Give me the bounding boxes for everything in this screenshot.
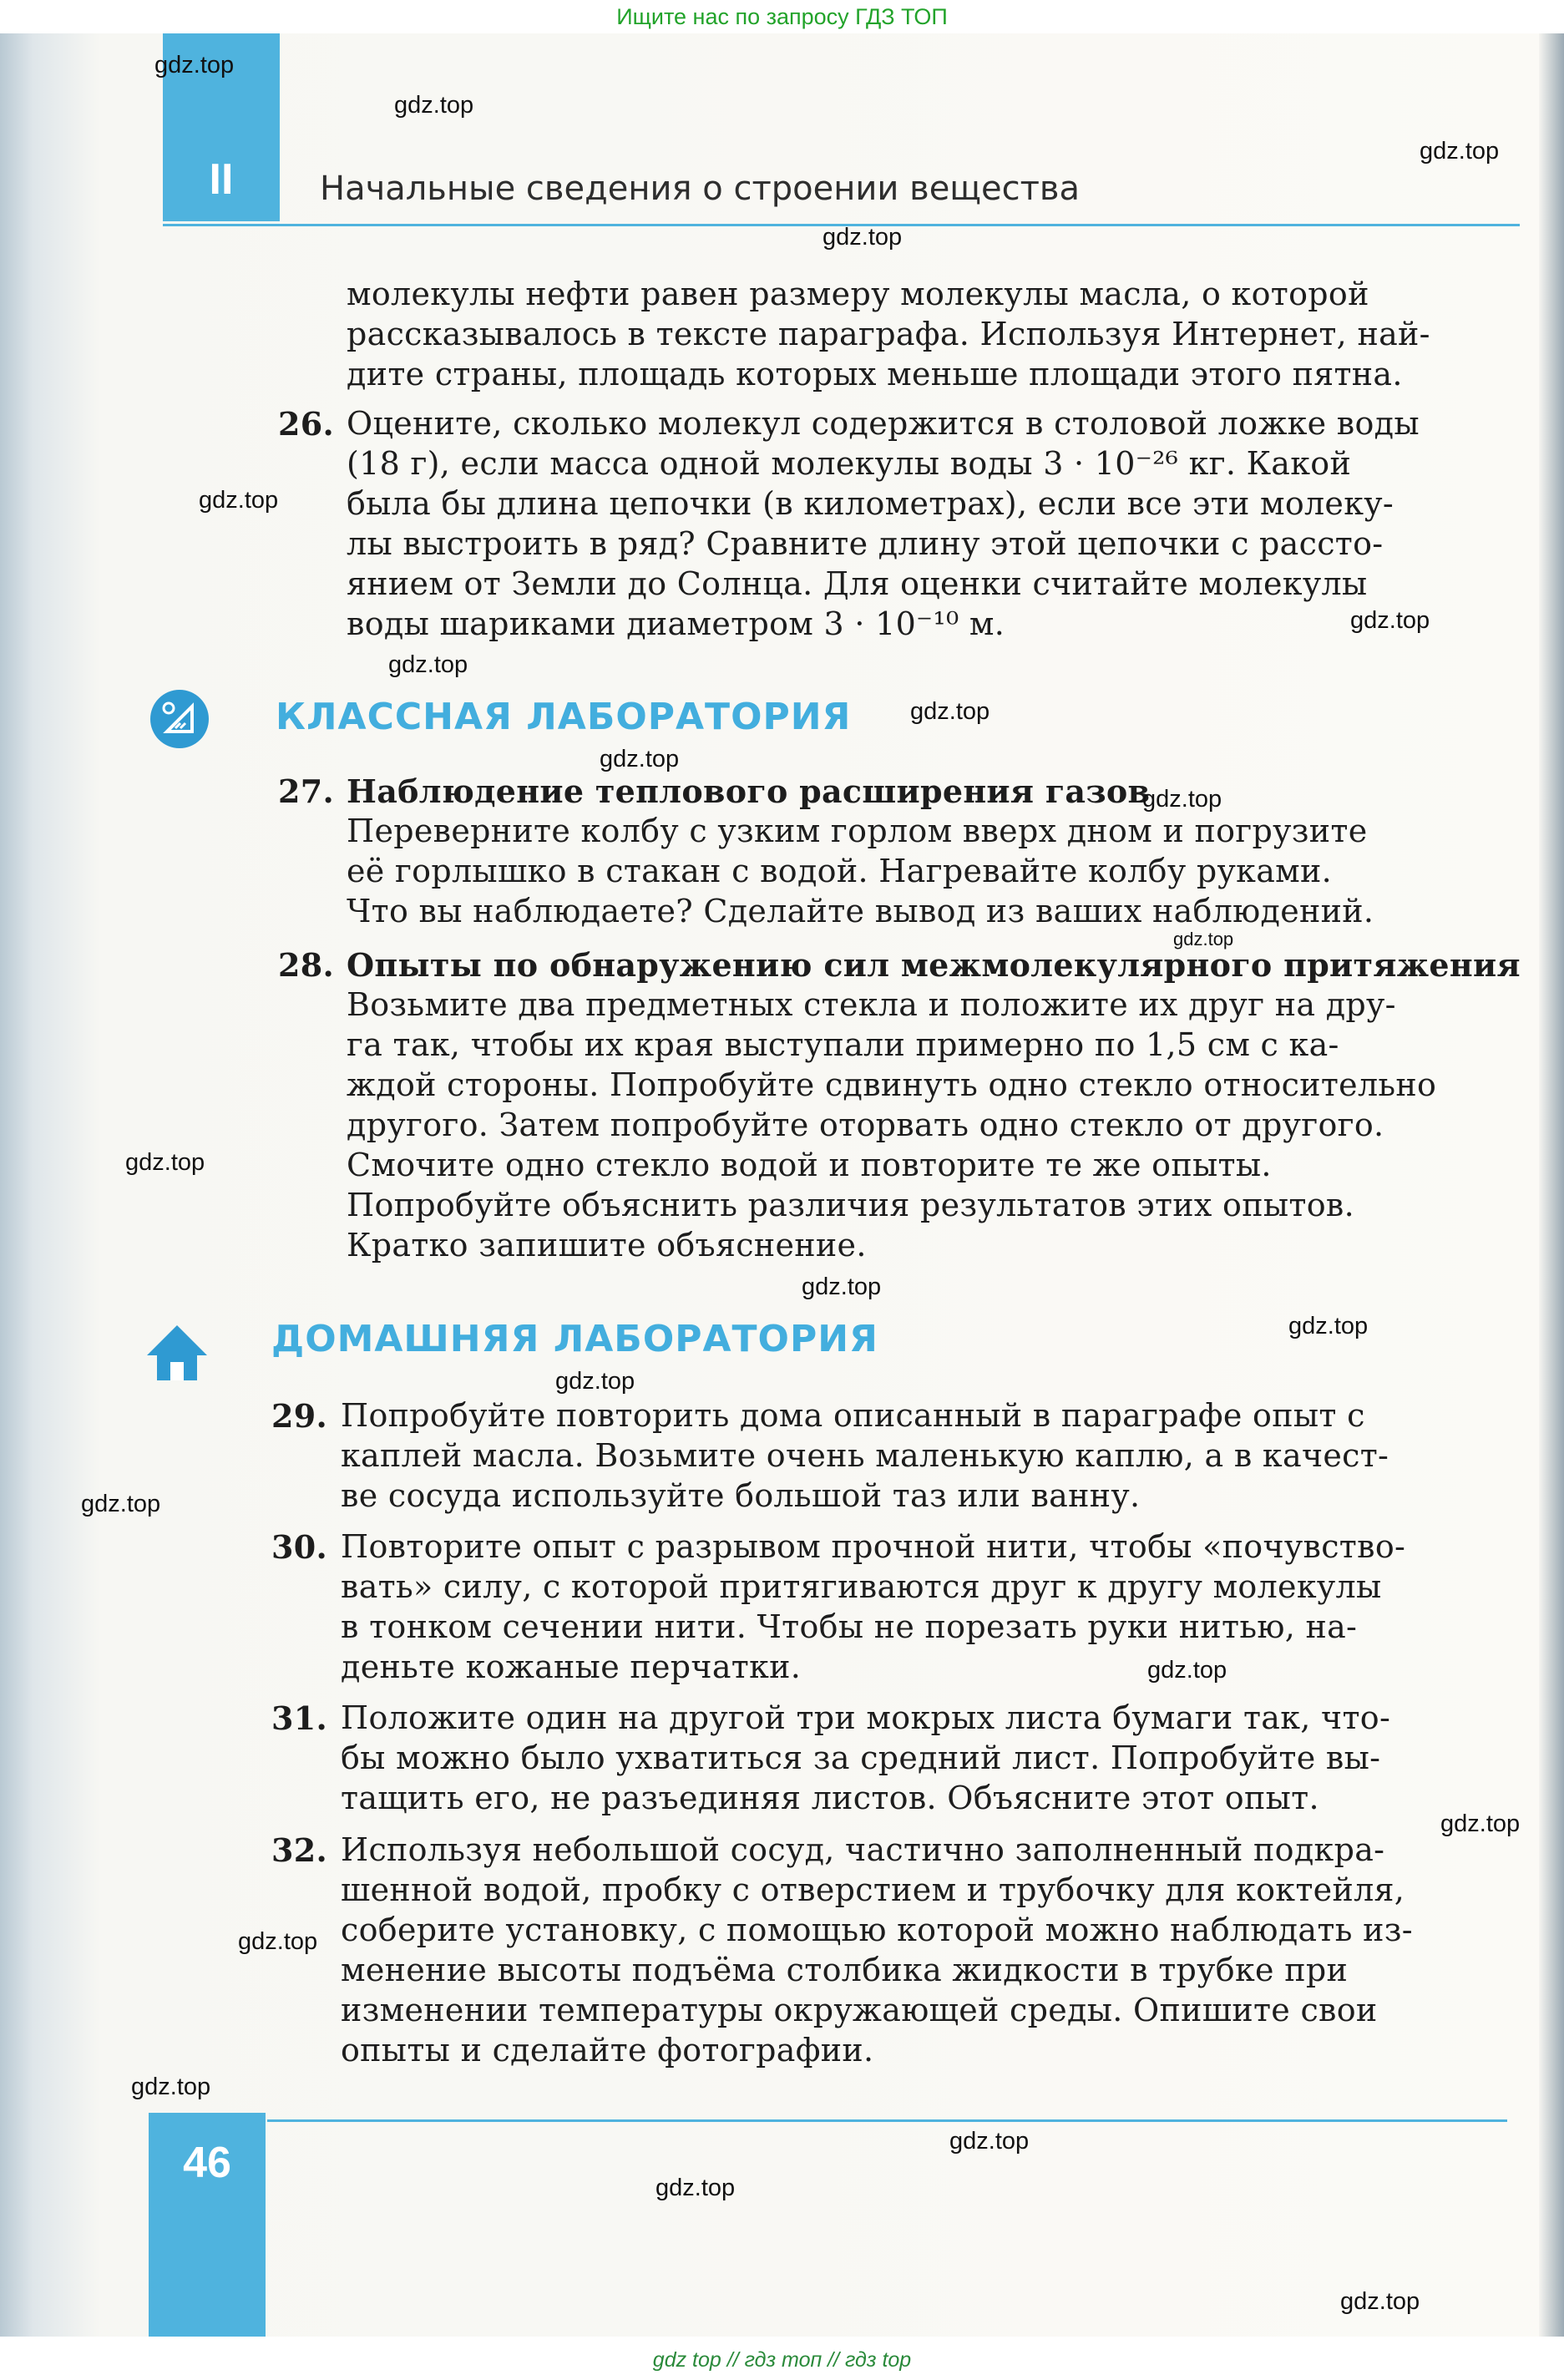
watermark: gdz.top	[822, 224, 903, 251]
watermark: gdz.top	[802, 1274, 882, 1300]
task-number: 30.	[271, 1528, 328, 1566]
home-lab-title: ДОМАШНЯЯ ЛАБОРАТОРИЯ	[271, 1318, 878, 1360]
task-32-line: шенной водой, пробку с отверстием и трубочку для коктейля,	[341, 1871, 1405, 1908]
task-number: 26.	[278, 405, 335, 443]
watermark: gdz.top	[600, 746, 680, 772]
watermark: gdz.top	[910, 698, 990, 725]
task-32-line: изменении температуры окружающей среды. Опишите свои	[341, 1992, 1378, 2028]
chapter-title: Начальные сведения о строении вещества	[320, 170, 1080, 208]
watermark: gdz.top	[1142, 786, 1222, 813]
watermark: gdz.top	[388, 651, 468, 678]
task-28-line: ждой стороны. Попробуйте сдвинуть одно стекло относительно	[347, 1066, 1437, 1103]
task-28-line: Кратко запишите объяснение.	[347, 1227, 867, 1263]
task-26-line: воды шариками диаметром 3 · 10⁻¹⁰ м.	[347, 605, 1005, 642]
task-28-line: га так, чтобы их края выступали примерно по 1,5 см с ка-	[347, 1026, 1339, 1063]
task-32-line: соберите установку, с помощью которой можно наблюдать из-	[341, 1912, 1413, 1948]
task-30-line: вать» силу, с которой притягиваются друг к другу молекулы	[341, 1568, 1382, 1605]
watermark: gdz.top	[1440, 1810, 1521, 1837]
task-number: 29.	[271, 1397, 328, 1435]
task-number: 31.	[271, 1699, 328, 1737]
page-edge	[1539, 33, 1564, 2337]
top-banner[interactable]: Ищите нас по запросу ГДЗ ТОП	[616, 4, 948, 29]
watermark: gdz.top	[131, 2074, 211, 2100]
task-number: 28.	[278, 946, 335, 984]
task-28-line: другого. Затем попробуйте оторвать одно стекло от другого.	[347, 1106, 1384, 1143]
task-32-line: опыты и сделайте фотографии.	[341, 2032, 874, 2069]
task-28-line: Попробуйте объяснить различия результатов этих опытов.	[347, 1187, 1354, 1223]
watermark: gdz.top	[199, 487, 279, 514]
watermark: gdz.top	[154, 52, 235, 78]
task-29-line: каплей масла. Возьмите очень маленькую каплю, а в качест-	[341, 1437, 1389, 1474]
watermark: gdz.top	[1173, 929, 1234, 949]
task-26-line: лы выстроить в ряд? Сравните длину этой цепочки с рассто-	[347, 525, 1384, 562]
watermark: gdz.top	[949, 2128, 1030, 2155]
task-27-line: её горлышко в стакан с водой. Нагревайте колбу руками.	[347, 853, 1333, 889]
task-31-line: бы можно было ухватиться за средний лист. Попробуйте вы-	[341, 1739, 1381, 1776]
task-27-line: Переверните колбу с узким горлом вверх дном и погрузите	[347, 813, 1368, 849]
watermark: gdz.top	[81, 1491, 161, 1517]
task-27-line: Что вы наблюдаете? Сделайте вывод из ваших наблюдений.	[347, 893, 1374, 929]
task-28-line: Возьмите два предметных стекла и положите их друг на дру-	[347, 986, 1396, 1023]
watermark: gdz.top	[1147, 1657, 1227, 1684]
continuation-line: дите страны, площадь которых меньше площади этого пятна.	[347, 356, 1403, 392]
task-32-line: менение высоты подъёма столбика жидкости в трубке при	[341, 1952, 1349, 1988]
footer-divider	[267, 2119, 1507, 2122]
watermark: gdz.top	[238, 1928, 318, 1955]
task-30-line: деньте кожаные перчатки.	[341, 1648, 802, 1685]
task-29-line: Попробуйте повторить дома описанный в параграфе опыт с	[341, 1397, 1365, 1434]
continuation-line: рассказывалось в тексте параграфа. Используя Интернет, най-	[347, 316, 1430, 352]
task-29-line: ве сосуда используйте большой таз или ванну.	[341, 1477, 1141, 1514]
bottom-banner[interactable]: gdz top // гдз топ // гдз top	[652, 2348, 912, 2372]
watermark: gdz.top	[1340, 2288, 1420, 2315]
task-26-line: была бы длина цепочки (в километрах), если все эти молеку-	[347, 485, 1394, 522]
watermark: gdz.top	[125, 1149, 205, 1176]
watermark: gdz.top	[1288, 1313, 1369, 1339]
task-number: 27.	[278, 772, 335, 810]
watermark: gdz.top	[1350, 607, 1430, 634]
task-26-line: (18 г), если масса одной молекулы воды 3 · 10⁻²⁶ кг. Какой	[347, 445, 1352, 482]
task-number: 32.	[271, 1831, 328, 1869]
chapter-number: II	[209, 155, 234, 204]
task-31-line: Положите один на другой три мокрых листа бумаги так, что-	[341, 1699, 1391, 1736]
watermark: gdz.top	[1420, 138, 1500, 165]
continuation-line: молекулы нефти равен размеру молекулы масла, о которой	[347, 276, 1369, 312]
task-30-line: в тонком сечении нити. Чтобы не порезать руки нитью, на-	[341, 1608, 1358, 1645]
page-number: 46	[183, 2139, 231, 2187]
watermark: gdz.top	[394, 92, 474, 119]
task-26-line: янием от Земли до Солнца. Для оценки считайте молекулы	[347, 565, 1368, 602]
task-28-title: Опыты по обнаружению сил межмолекулярного притяжения	[347, 946, 1521, 984]
ruler-triangle-icon	[150, 690, 209, 748]
task-30-line: Повторите опыт с разрывом прочной нити, чтобы «почувство-	[341, 1528, 1406, 1565]
task-28-line: Смочите одно стекло водой и повторите те же опыты.	[347, 1147, 1272, 1183]
task-26-line: Оцените, сколько молекул содержится в столовой ложке воды	[347, 405, 1420, 442]
watermark: gdz.top	[655, 2175, 736, 2201]
task-27-title: Наблюдение теплового расширения газов	[347, 772, 1151, 810]
task-32-line: Используя небольшой сосуд, частично заполненный подкра-	[341, 1831, 1385, 1868]
watermark: gdz.top	[555, 1368, 635, 1395]
task-31-line: тащить его, не разъединяя листов. Объясните этот опыт.	[341, 1780, 1319, 1816]
class-lab-title: КЛАССНАЯ ЛАБОРАТОРИЯ	[276, 696, 852, 738]
house-icon	[144, 1322, 210, 1384]
